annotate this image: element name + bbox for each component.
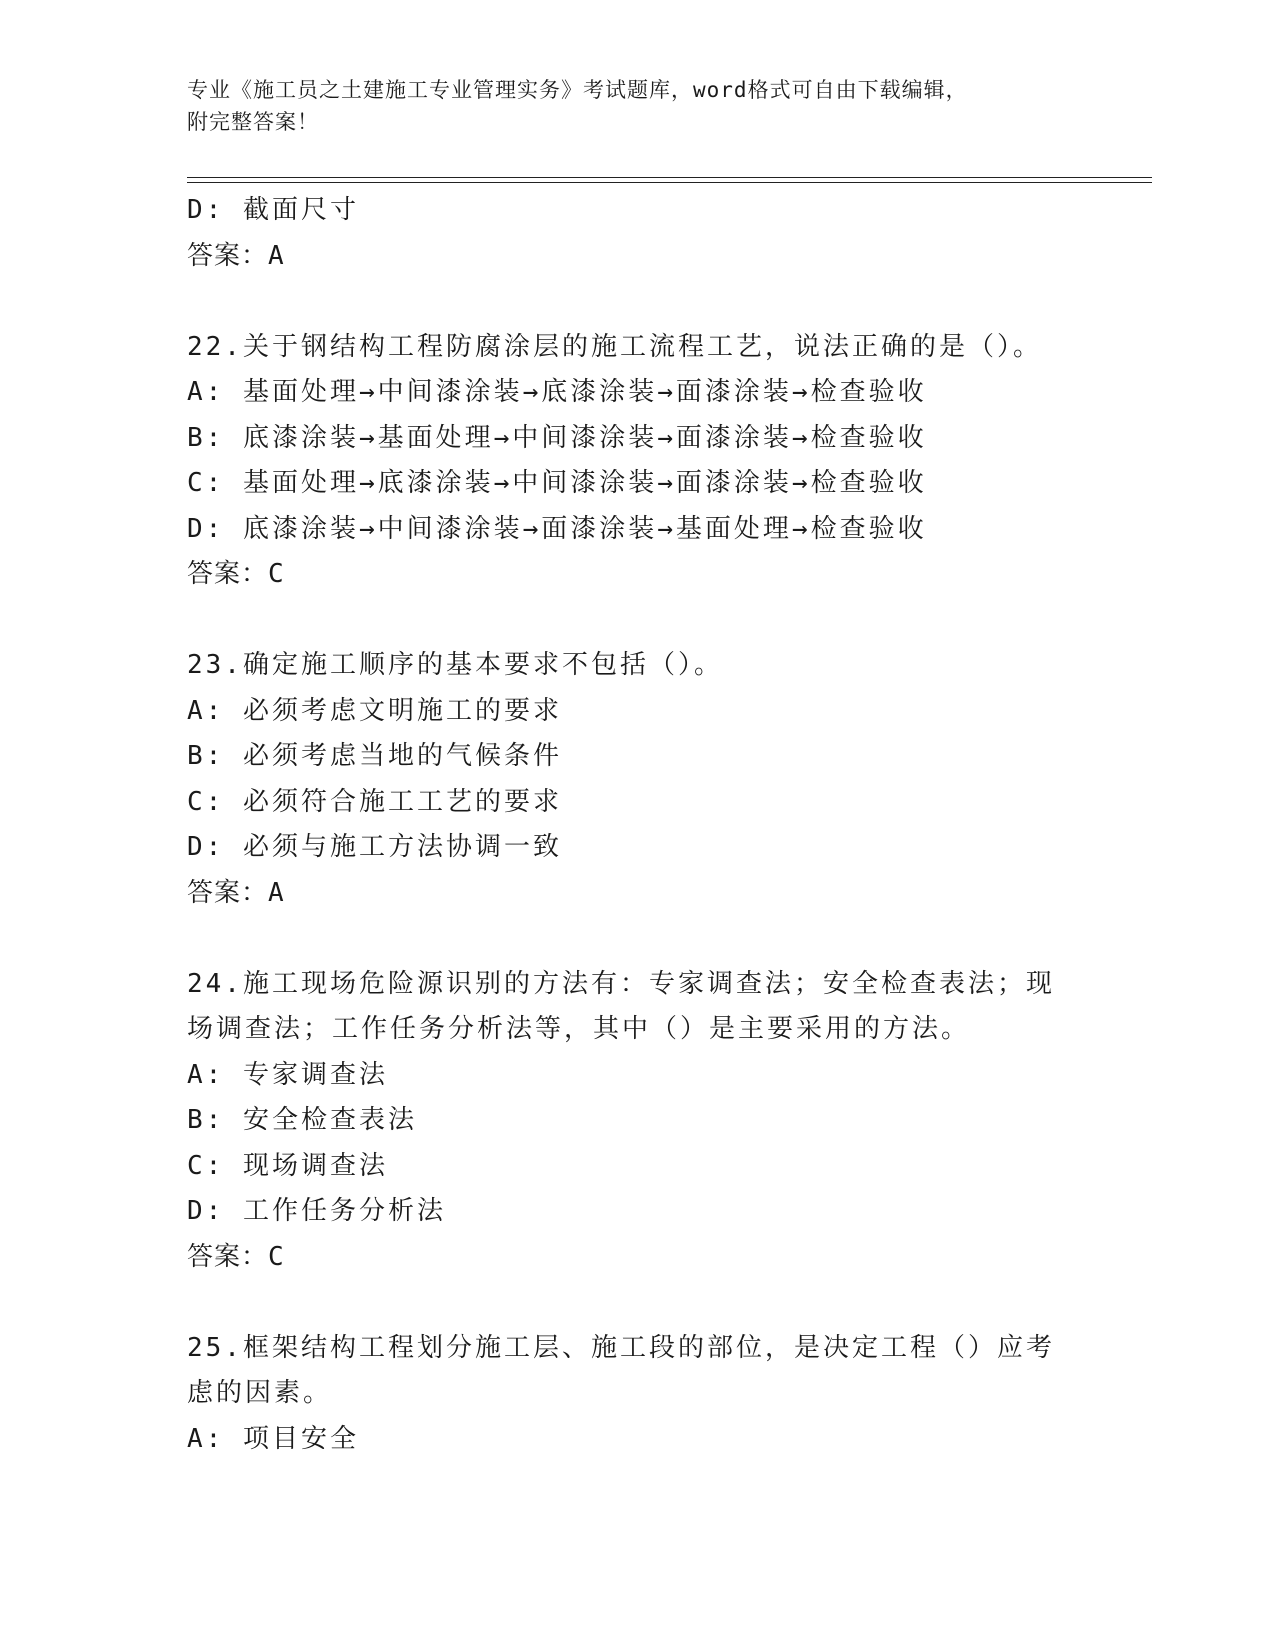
question-stem: 22.关于钢结构工程防腐涂层的施工流程工艺，说法正确的是（）。 bbox=[187, 331, 1042, 362]
option-d: D: 截面尺寸 bbox=[187, 195, 359, 225]
question-content bbox=[187, 188, 1087, 1462]
option-b: B: 底漆涂装→基面处理→中间漆涂装→面漆涂装→检查验收 bbox=[187, 422, 927, 453]
answer: 答案：C bbox=[187, 559, 285, 589]
spacer bbox=[187, 598, 1087, 644]
question-24 bbox=[187, 962, 1087, 1281]
option-b: B: 安全检查表法 bbox=[187, 1105, 417, 1135]
option-c: C: 必须符合施工工艺的要求 bbox=[187, 786, 562, 817]
option-c: C: 现场调查法 bbox=[187, 1150, 388, 1181]
answer: 答案：A bbox=[187, 240, 285, 271]
spacer bbox=[187, 1280, 1087, 1326]
header-line-2: 附完整答案！ bbox=[187, 110, 319, 134]
option-d: D: 必须与施工方法协调一致 bbox=[187, 832, 562, 862]
header-line-1: 专业《施工员之土建施工专业管理实务》考试题库，word格式可自由下载编辑， bbox=[187, 78, 968, 102]
document-header bbox=[187, 74, 1087, 138]
header-rule-bottom bbox=[187, 182, 1152, 183]
option-d: D: 工作任务分析法 bbox=[187, 1196, 446, 1226]
option-d: D: 底漆涂装→中间漆涂装→面漆涂装→基面处理→检查验收 bbox=[187, 513, 927, 544]
spacer bbox=[187, 279, 1087, 325]
question-stem: 24.施工现场危险源识别的方法有：专家调查法；安全检查表法；现场调查法；工作任务分析法等，其中（）是主要采用的方法。 bbox=[187, 968, 1055, 1044]
question-23 bbox=[187, 643, 1087, 916]
option-a: A: 项目安全 bbox=[187, 1423, 359, 1454]
answer: 答案：C bbox=[187, 1241, 285, 1272]
question-22 bbox=[187, 325, 1087, 598]
answer: 答案：A bbox=[187, 877, 285, 908]
question-stem: 25.框架结构工程划分施工层、施工段的部位，是决定工程（）应考虑的因素。 bbox=[187, 1332, 1055, 1408]
question-stem: 23.确定施工顺序的基本要求不包括（）。 bbox=[187, 650, 723, 680]
option-c: C: 基面处理→底漆涂装→中间漆涂装→面漆涂装→检查验收 bbox=[187, 468, 927, 498]
option-b: B: 必须考虑当地的气候条件 bbox=[187, 741, 562, 771]
question-25 bbox=[187, 1326, 1087, 1463]
option-a: A: 必须考虑文明施工的要求 bbox=[187, 695, 562, 726]
spacer bbox=[187, 916, 1087, 962]
option-a: A: 基面处理→中间漆涂装→底漆涂装→面漆涂装→检查验收 bbox=[187, 377, 927, 407]
header-rule-top bbox=[187, 177, 1152, 178]
option-a: A: 专家调查法 bbox=[187, 1059, 388, 1090]
